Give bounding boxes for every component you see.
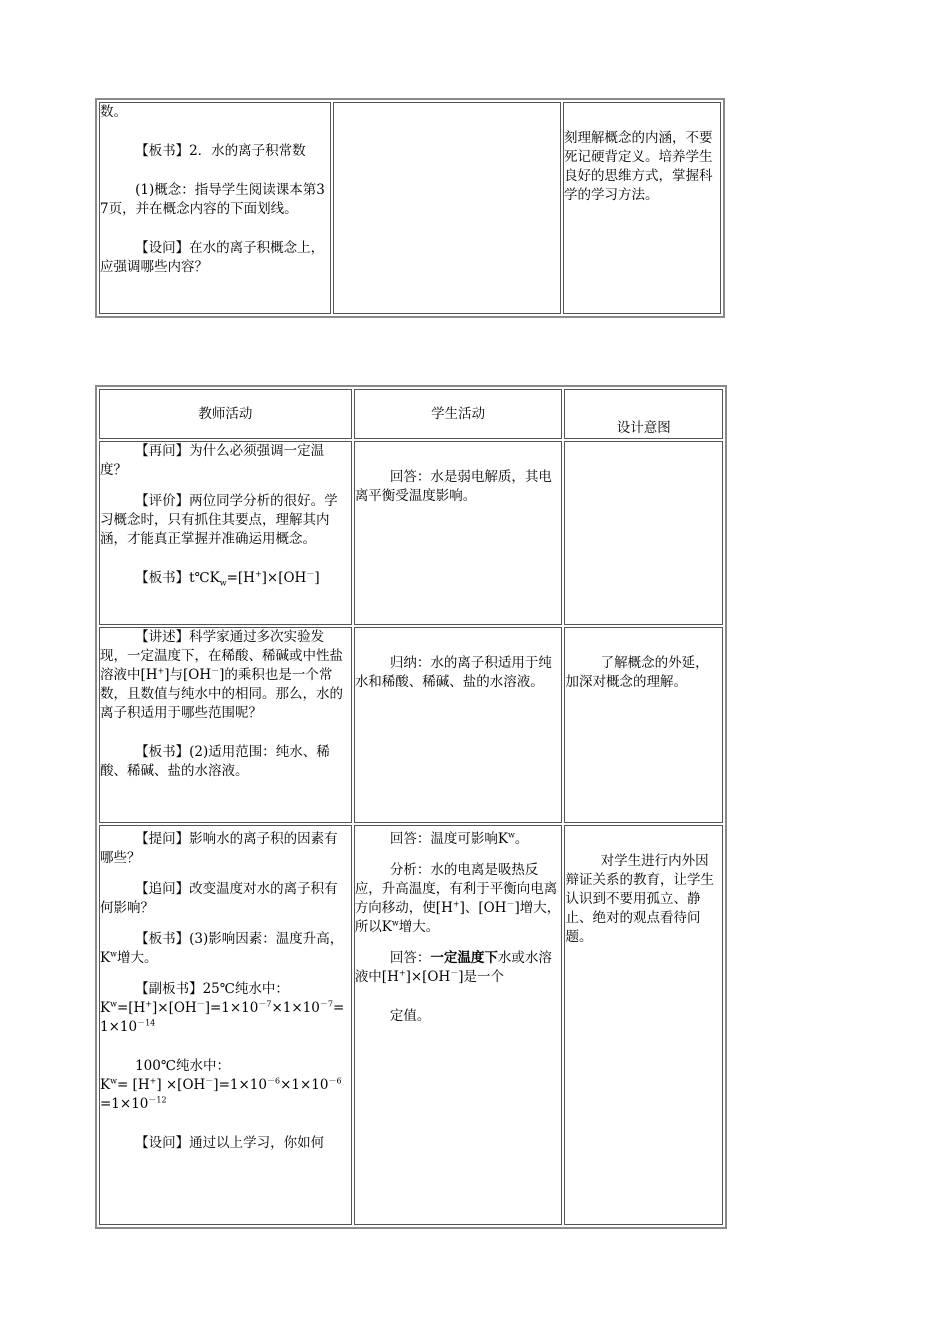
text-fragment: 数。 — [100, 104, 127, 120]
header-design-intent-label: 设计意图 — [616, 420, 671, 436]
row1-intent-cell — [564, 441, 723, 625]
re-question: 【再问】为什么必须强调一定温度？ — [100, 443, 325, 478]
header-student-activity: 学生活动 — [354, 389, 563, 439]
design-intent-text: 对学生进行内外因辩证关系的教育，让学生认识到不要用孤立、静止、绝对的观点看待问题。 — [565, 853, 714, 945]
follow-up-question: 【追问】改变温度对水的离子积有何影响？ — [100, 881, 338, 916]
lesson-table-continued — [95, 98, 725, 318]
header-teacher-activity: 教师活动 — [99, 389, 352, 439]
row3-student-cell — [354, 825, 563, 1225]
board-formula: 【板书】$t℃K_w=[H^+]\times[OH^-]$ — [135, 569, 320, 588]
formula-25c: $K^w=[H^+]\times[OH^-]=1\times 10^{-7}\times 1\times 10^{-7}=1\times 10^{-14}$ — [100, 999, 345, 1035]
student-answer-constant: 回答：一定温度下水或水溶液中[H+]×[OH－]是一个 — [354, 950, 552, 985]
design-intent-text: 了解概念的外延，加深对概念的理解。 — [565, 655, 709, 690]
row2-intent-cell — [564, 627, 723, 823]
question-learning: 【设问】通过以上学习，你如何 — [135, 1135, 325, 1151]
row3-intent-cell — [564, 825, 723, 1225]
student-answer-temp: 回答：温度可影响$K^w$。 — [389, 830, 529, 847]
formula-100c: $K^w= [H^+] \times[OH^-]=1\times 10^{-6}\times 1\times 10^{-6}=1\times 10^{-12}$ — [100, 1076, 342, 1112]
sub-board-title-25c: 【副板书】25℃纯水中： — [135, 981, 289, 997]
row2-teacher-cell — [99, 627, 352, 823]
student-answer-end: 定值。 — [389, 1008, 431, 1024]
student-answer: 回答：水是弱电解质，其电离平衡受温度影响。 — [354, 469, 552, 504]
design-intent-text: 刻理解概念的内涵，不要死记硬背定义。培养学生良好的思维方式，掌握科学的学习方法。 — [564, 130, 713, 203]
question-factors: 【提问】影响水的离子积的因素有哪些？ — [100, 831, 338, 866]
sub-board-title-100c: 100℃纯水中： — [135, 1058, 230, 1074]
student-summary: 归纳：水的离子积适用于纯水和稀酸、稀碱、盐的水溶液。 — [354, 655, 552, 690]
row2-student-cell — [354, 627, 563, 823]
row1-teacher-cell — [99, 441, 352, 625]
teacher-activity-cell — [99, 102, 331, 314]
board-note: 【板书】2．水的离子积常数 — [135, 143, 306, 159]
row3-teacher-cell — [99, 825, 352, 1225]
student-analysis: 分析：水的电离是吸热反应，升高温度，有利于平衡向电离方向移动，使[H+]、[OH－]增大，所以$K^w$增大。 — [354, 862, 561, 935]
board-scope: 【板书】(2)适用范围：纯水、稀酸、稀碱、盐的水溶液。 — [100, 744, 330, 779]
question-paragraph: 【设问】在水的离子积概念上，应强调哪些内容？ — [100, 240, 325, 275]
lecture: 【讲述】科学家通过多次实验发现，一定温度下，在稀酸、稀碱或中性盐溶液中[H+]与[OH－]的乘积也是一个常数，且数值与纯水中的相同。那么，水的离子积适用于哪些范围呢？ — [100, 629, 343, 721]
concept-paragraph: (1)概念：指导学生阅读课本第37页，并在概念内容的下面划线。 — [100, 182, 325, 217]
header-design-intent — [564, 389, 723, 439]
evaluation: 【评价】两位同学分析的很好。学习概念时，只有抓住其要点，理解其内涵，才能真正掌握并准确运用概念。 — [100, 493, 338, 547]
student-activity-cell — [333, 102, 561, 314]
design-intent-cell — [563, 102, 721, 314]
row1-student-cell — [354, 441, 563, 625]
lesson-table — [95, 385, 727, 1229]
board-factors: 【板书】(3)影响因素：温度升高，$K^w$增大。 — [100, 931, 344, 966]
